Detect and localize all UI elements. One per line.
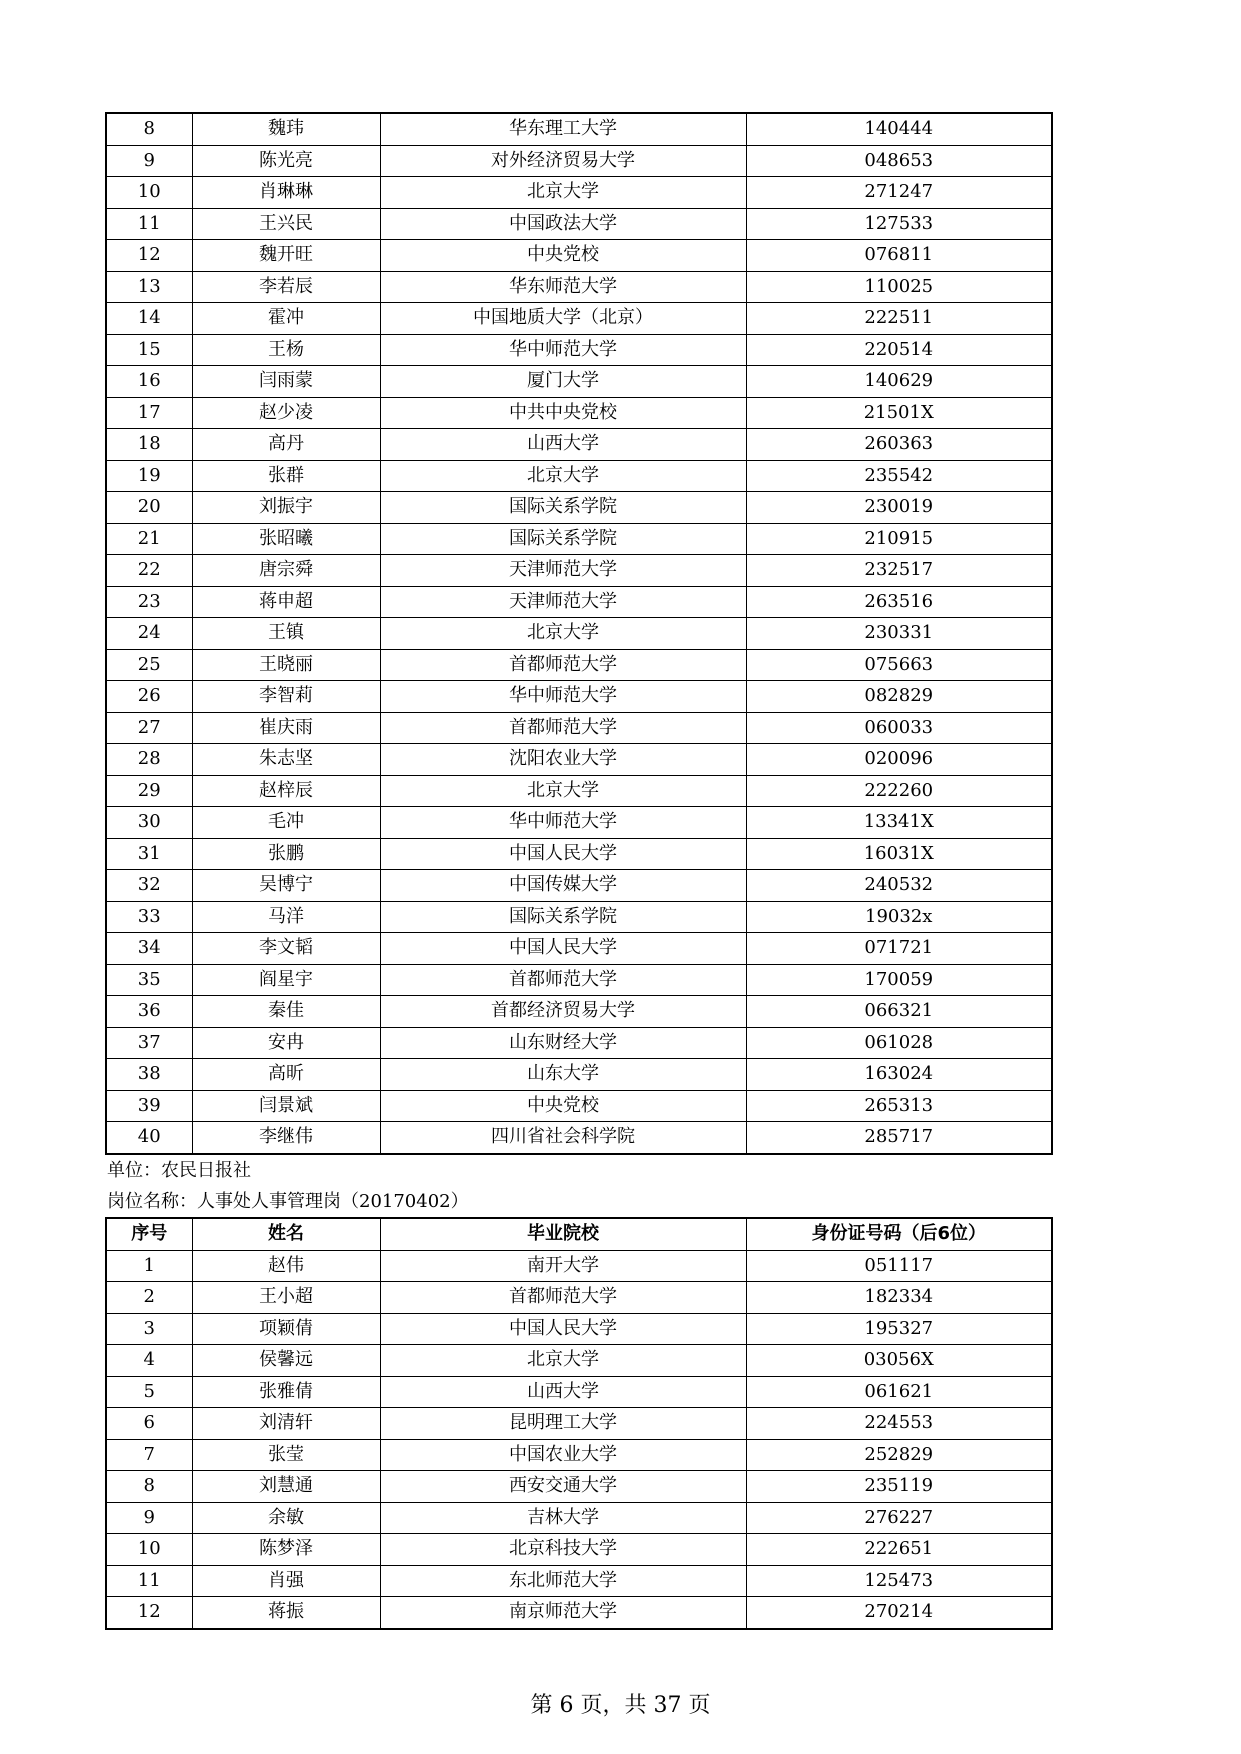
table-row <box>106 145 1052 177</box>
cell-id-suffix: 195327 <box>746 1313 1052 1345</box>
cell-index: 9 <box>106 1502 192 1534</box>
cell-school: 天津师范大学 <box>380 555 746 587</box>
cell-name: 高昕 <box>192 1059 380 1091</box>
cell-index: 34 <box>106 933 192 965</box>
cell-school: 对外经济贸易大学 <box>380 145 746 177</box>
header-school: 毕业院校 <box>380 1218 746 1250</box>
cell-id-suffix: 051117 <box>746 1250 1052 1282</box>
cell-id-suffix: 285717 <box>746 1122 1052 1154</box>
table-row <box>106 303 1052 335</box>
cell-school: 北京大学 <box>380 460 746 492</box>
cell-index: 38 <box>106 1059 192 1091</box>
cell-name: 安冉 <box>192 1027 380 1059</box>
cell-id-suffix: 230019 <box>746 492 1052 524</box>
cell-name: 蒋申超 <box>192 586 380 618</box>
cell-name: 闫景斌 <box>192 1090 380 1122</box>
cell-school: 首都经济贸易大学 <box>380 996 746 1028</box>
header-id-suffix: 身份证号码（后6位） <box>746 1218 1052 1250</box>
cell-id-suffix: 182334 <box>746 1282 1052 1314</box>
cell-school: 厦门大学 <box>380 366 746 398</box>
cell-index: 21 <box>106 523 192 555</box>
table-row <box>106 1282 1052 1314</box>
table-row <box>106 964 1052 996</box>
cell-school: 四川省社会科学院 <box>380 1122 746 1154</box>
cell-school: 国际关系学院 <box>380 901 746 933</box>
cell-school: 华东理工大学 <box>380 113 746 145</box>
cell-id-suffix: 230331 <box>746 618 1052 650</box>
cell-school: 中国人民大学 <box>380 838 746 870</box>
table-row <box>106 649 1052 681</box>
table-row <box>106 712 1052 744</box>
cell-school: 中国人民大学 <box>380 1313 746 1345</box>
cell-school: 国际关系学院 <box>380 492 746 524</box>
table-row <box>106 113 1052 145</box>
cell-index: 28 <box>106 744 192 776</box>
cell-index: 37 <box>106 1027 192 1059</box>
cell-index: 39 <box>106 1090 192 1122</box>
cell-id-suffix: 13341X <box>746 807 1052 839</box>
cell-school: 山西大学 <box>380 429 746 461</box>
cell-index: 25 <box>106 649 192 681</box>
cell-index: 16 <box>106 366 192 398</box>
cell-name: 蒋振 <box>192 1597 380 1629</box>
table-row <box>106 996 1052 1028</box>
cell-index: 17 <box>106 397 192 429</box>
cell-school: 华中师范大学 <box>380 681 746 713</box>
cell-name: 项颖倩 <box>192 1313 380 1345</box>
table-row <box>106 429 1052 461</box>
cell-id-suffix: 270214 <box>746 1597 1052 1629</box>
cell-school: 东北师范大学 <box>380 1565 746 1597</box>
cell-name: 肖强 <box>192 1565 380 1597</box>
cell-name: 李文韬 <box>192 933 380 965</box>
cell-index: 4 <box>106 1345 192 1377</box>
table-row <box>106 1408 1052 1440</box>
cell-name: 闫雨蒙 <box>192 366 380 398</box>
cell-index: 10 <box>106 177 192 209</box>
cell-index: 3 <box>106 1313 192 1345</box>
table-row <box>106 492 1052 524</box>
table-row <box>106 1471 1052 1503</box>
table-row <box>106 838 1052 870</box>
cell-name: 魏开旺 <box>192 240 380 272</box>
cell-id-suffix: 252829 <box>746 1439 1052 1471</box>
table-row <box>106 775 1052 807</box>
cell-school: 沈阳农业大学 <box>380 744 746 776</box>
cell-id-suffix: 170059 <box>746 964 1052 996</box>
cell-school: 首都师范大学 <box>380 1282 746 1314</box>
cell-id-suffix: 082829 <box>746 681 1052 713</box>
cell-school: 中共中央党校 <box>380 397 746 429</box>
cell-index: 36 <box>106 996 192 1028</box>
cell-school: 首都师范大学 <box>380 649 746 681</box>
cell-name: 赵梓辰 <box>192 775 380 807</box>
cell-index: 20 <box>106 492 192 524</box>
cell-id-suffix: 140629 <box>746 366 1052 398</box>
table-row <box>106 1565 1052 1597</box>
cell-name: 张鹏 <box>192 838 380 870</box>
cell-name: 马洋 <box>192 901 380 933</box>
cell-id-suffix: 061621 <box>746 1376 1052 1408</box>
cell-index: 12 <box>106 1597 192 1629</box>
cell-name: 王杨 <box>192 334 380 366</box>
cell-id-suffix: 16031X <box>746 838 1052 870</box>
cell-name: 赵少凌 <box>192 397 380 429</box>
cell-id-suffix: 222511 <box>746 303 1052 335</box>
cell-index: 9 <box>106 145 192 177</box>
table-row <box>106 208 1052 240</box>
cell-id-suffix: 235542 <box>746 460 1052 492</box>
cell-name: 张昭曦 <box>192 523 380 555</box>
applicant-table-hr-post <box>105 1217 1053 1630</box>
unit-label: 单位：农民日报社 <box>107 1160 251 1181</box>
cell-school: 北京大学 <box>380 1345 746 1377</box>
cell-index: 11 <box>106 208 192 240</box>
cell-id-suffix: 240532 <box>746 870 1052 902</box>
table-row <box>106 1439 1052 1471</box>
cell-name: 刘振宇 <box>192 492 380 524</box>
cell-name: 高丹 <box>192 429 380 461</box>
cell-id-suffix: 210915 <box>746 523 1052 555</box>
cell-name: 王晓丽 <box>192 649 380 681</box>
cell-school: 华东师范大学 <box>380 271 746 303</box>
cell-name: 陈梦泽 <box>192 1534 380 1566</box>
cell-index: 27 <box>106 712 192 744</box>
table-row <box>106 870 1052 902</box>
cell-index: 40 <box>106 1122 192 1154</box>
cell-name: 张群 <box>192 460 380 492</box>
cell-index: 2 <box>106 1282 192 1314</box>
cell-school: 中国地质大学（北京） <box>380 303 746 335</box>
cell-name: 赵伟 <box>192 1250 380 1282</box>
cell-id-suffix: 071721 <box>746 933 1052 965</box>
cell-name: 唐宗舜 <box>192 555 380 587</box>
table-row <box>106 1027 1052 1059</box>
cell-index: 7 <box>106 1439 192 1471</box>
cell-index: 32 <box>106 870 192 902</box>
cell-name: 李智莉 <box>192 681 380 713</box>
cell-id-suffix: 163024 <box>746 1059 1052 1091</box>
cell-school: 山西大学 <box>380 1376 746 1408</box>
cell-id-suffix: 076811 <box>746 240 1052 272</box>
cell-school: 吉林大学 <box>380 1502 746 1534</box>
table-row <box>106 397 1052 429</box>
cell-name: 阎星宇 <box>192 964 380 996</box>
cell-name: 魏玮 <box>192 113 380 145</box>
table-row <box>106 1250 1052 1282</box>
cell-school: 中国政法大学 <box>380 208 746 240</box>
cell-id-suffix: 19032x <box>746 901 1052 933</box>
cell-id-suffix: 061028 <box>746 1027 1052 1059</box>
cell-index: 11 <box>106 1565 192 1597</box>
table-row <box>106 460 1052 492</box>
cell-id-suffix: 066321 <box>746 996 1052 1028</box>
cell-school: 华中师范大学 <box>380 334 746 366</box>
cell-name: 王兴民 <box>192 208 380 240</box>
cell-school: 西安交通大学 <box>380 1471 746 1503</box>
table-row <box>106 523 1052 555</box>
table-row <box>106 1502 1052 1534</box>
cell-index: 6 <box>106 1408 192 1440</box>
cell-index: 30 <box>106 807 192 839</box>
table-row <box>106 1376 1052 1408</box>
cell-school: 中央党校 <box>380 240 746 272</box>
cell-school: 中国农业大学 <box>380 1439 746 1471</box>
cell-id-suffix: 260363 <box>746 429 1052 461</box>
table-row <box>106 807 1052 839</box>
cell-index: 31 <box>106 838 192 870</box>
cell-id-suffix: 271247 <box>746 177 1052 209</box>
applicant-table-continued <box>105 112 1053 1155</box>
table-row <box>106 1597 1052 1629</box>
cell-index: 19 <box>106 460 192 492</box>
cell-name: 秦佳 <box>192 996 380 1028</box>
cell-index: 1 <box>106 1250 192 1282</box>
cell-name: 余敏 <box>192 1502 380 1534</box>
cell-index: 35 <box>106 964 192 996</box>
cell-index: 23 <box>106 586 192 618</box>
cell-name: 李若辰 <box>192 271 380 303</box>
header-index: 序号 <box>106 1218 192 1250</box>
cell-index: 14 <box>106 303 192 335</box>
cell-name: 吴博宁 <box>192 870 380 902</box>
table-row <box>106 334 1052 366</box>
cell-name: 刘慧通 <box>192 1471 380 1503</box>
cell-school: 中央党校 <box>380 1090 746 1122</box>
cell-id-suffix: 075663 <box>746 649 1052 681</box>
table-header-row <box>106 1218 1052 1250</box>
table-row <box>106 1534 1052 1566</box>
cell-index: 12 <box>106 240 192 272</box>
cell-id-suffix: 21501X <box>746 397 1052 429</box>
cell-name: 霍冲 <box>192 303 380 335</box>
cell-name: 朱志坚 <box>192 744 380 776</box>
cell-name: 王小超 <box>192 1282 380 1314</box>
cell-id-suffix: 235119 <box>746 1471 1052 1503</box>
cell-index: 10 <box>106 1534 192 1566</box>
cell-index: 15 <box>106 334 192 366</box>
cell-school: 首都师范大学 <box>380 712 746 744</box>
cell-school: 北京大学 <box>380 177 746 209</box>
cell-school: 中国人民大学 <box>380 933 746 965</box>
table-row <box>106 271 1052 303</box>
table-row <box>106 366 1052 398</box>
table-row <box>106 901 1052 933</box>
cell-index: 22 <box>106 555 192 587</box>
table-row <box>106 1313 1052 1345</box>
cell-index: 13 <box>106 271 192 303</box>
cell-id-suffix: 048653 <box>746 145 1052 177</box>
cell-name: 刘清轩 <box>192 1408 380 1440</box>
cell-school: 南京师范大学 <box>380 1597 746 1629</box>
cell-school: 山东大学 <box>380 1059 746 1091</box>
cell-id-suffix: 263516 <box>746 586 1052 618</box>
table-row <box>106 586 1052 618</box>
cell-name: 毛冲 <box>192 807 380 839</box>
table-row <box>106 933 1052 965</box>
cell-id-suffix: 060033 <box>746 712 1052 744</box>
cell-id-suffix: 125473 <box>746 1565 1052 1597</box>
cell-id-suffix: 110025 <box>746 271 1052 303</box>
cell-name: 张雅倩 <box>192 1376 380 1408</box>
table-row <box>106 177 1052 209</box>
cell-name: 侯馨远 <box>192 1345 380 1377</box>
cell-id-suffix: 232517 <box>746 555 1052 587</box>
cell-school: 中国传媒大学 <box>380 870 746 902</box>
cell-name: 王镇 <box>192 618 380 650</box>
cell-id-suffix: 140444 <box>746 113 1052 145</box>
cell-school: 山东财经大学 <box>380 1027 746 1059</box>
cell-id-suffix: 224553 <box>746 1408 1052 1440</box>
cell-name: 肖琳琳 <box>192 177 380 209</box>
cell-index: 8 <box>106 113 192 145</box>
cell-id-suffix: 265313 <box>746 1090 1052 1122</box>
cell-id-suffix: 222651 <box>746 1534 1052 1566</box>
cell-id-suffix: 127533 <box>746 208 1052 240</box>
cell-index: 5 <box>106 1376 192 1408</box>
table-row <box>106 681 1052 713</box>
table-row <box>106 618 1052 650</box>
cell-school: 昆明理工大学 <box>380 1408 746 1440</box>
cell-name: 张莹 <box>192 1439 380 1471</box>
cell-name: 李继伟 <box>192 1122 380 1154</box>
table-row <box>106 555 1052 587</box>
cell-school: 北京大学 <box>380 775 746 807</box>
cell-id-suffix: 220514 <box>746 334 1052 366</box>
cell-school: 南开大学 <box>380 1250 746 1282</box>
cell-name: 陈光亮 <box>192 145 380 177</box>
cell-school: 首都师范大学 <box>380 964 746 996</box>
table-row <box>106 1059 1052 1091</box>
table-row <box>106 240 1052 272</box>
position-label: 岗位名称：人事处人事管理岗（20170402） <box>107 1191 469 1212</box>
cell-id-suffix: 222260 <box>746 775 1052 807</box>
cell-index: 33 <box>106 901 192 933</box>
table-row <box>106 1090 1052 1122</box>
cell-index: 18 <box>106 429 192 461</box>
cell-index: 29 <box>106 775 192 807</box>
cell-school: 天津师范大学 <box>380 586 746 618</box>
cell-school: 国际关系学院 <box>380 523 746 555</box>
cell-index: 8 <box>106 1471 192 1503</box>
cell-school: 北京大学 <box>380 618 746 650</box>
cell-id-suffix: 03056X <box>746 1345 1052 1377</box>
table-row <box>106 1345 1052 1377</box>
table-row <box>106 744 1052 776</box>
cell-index: 24 <box>106 618 192 650</box>
table-row <box>106 1122 1052 1154</box>
cell-school: 华中师范大学 <box>380 807 746 839</box>
header-name: 姓名 <box>192 1218 380 1250</box>
cell-name: 崔庆雨 <box>192 712 380 744</box>
cell-index: 26 <box>106 681 192 713</box>
cell-id-suffix: 276227 <box>746 1502 1052 1534</box>
cell-id-suffix: 020096 <box>746 744 1052 776</box>
page-footer: 第 6 页，共 37 页 <box>530 1693 711 1718</box>
cell-school: 北京科技大学 <box>380 1534 746 1566</box>
